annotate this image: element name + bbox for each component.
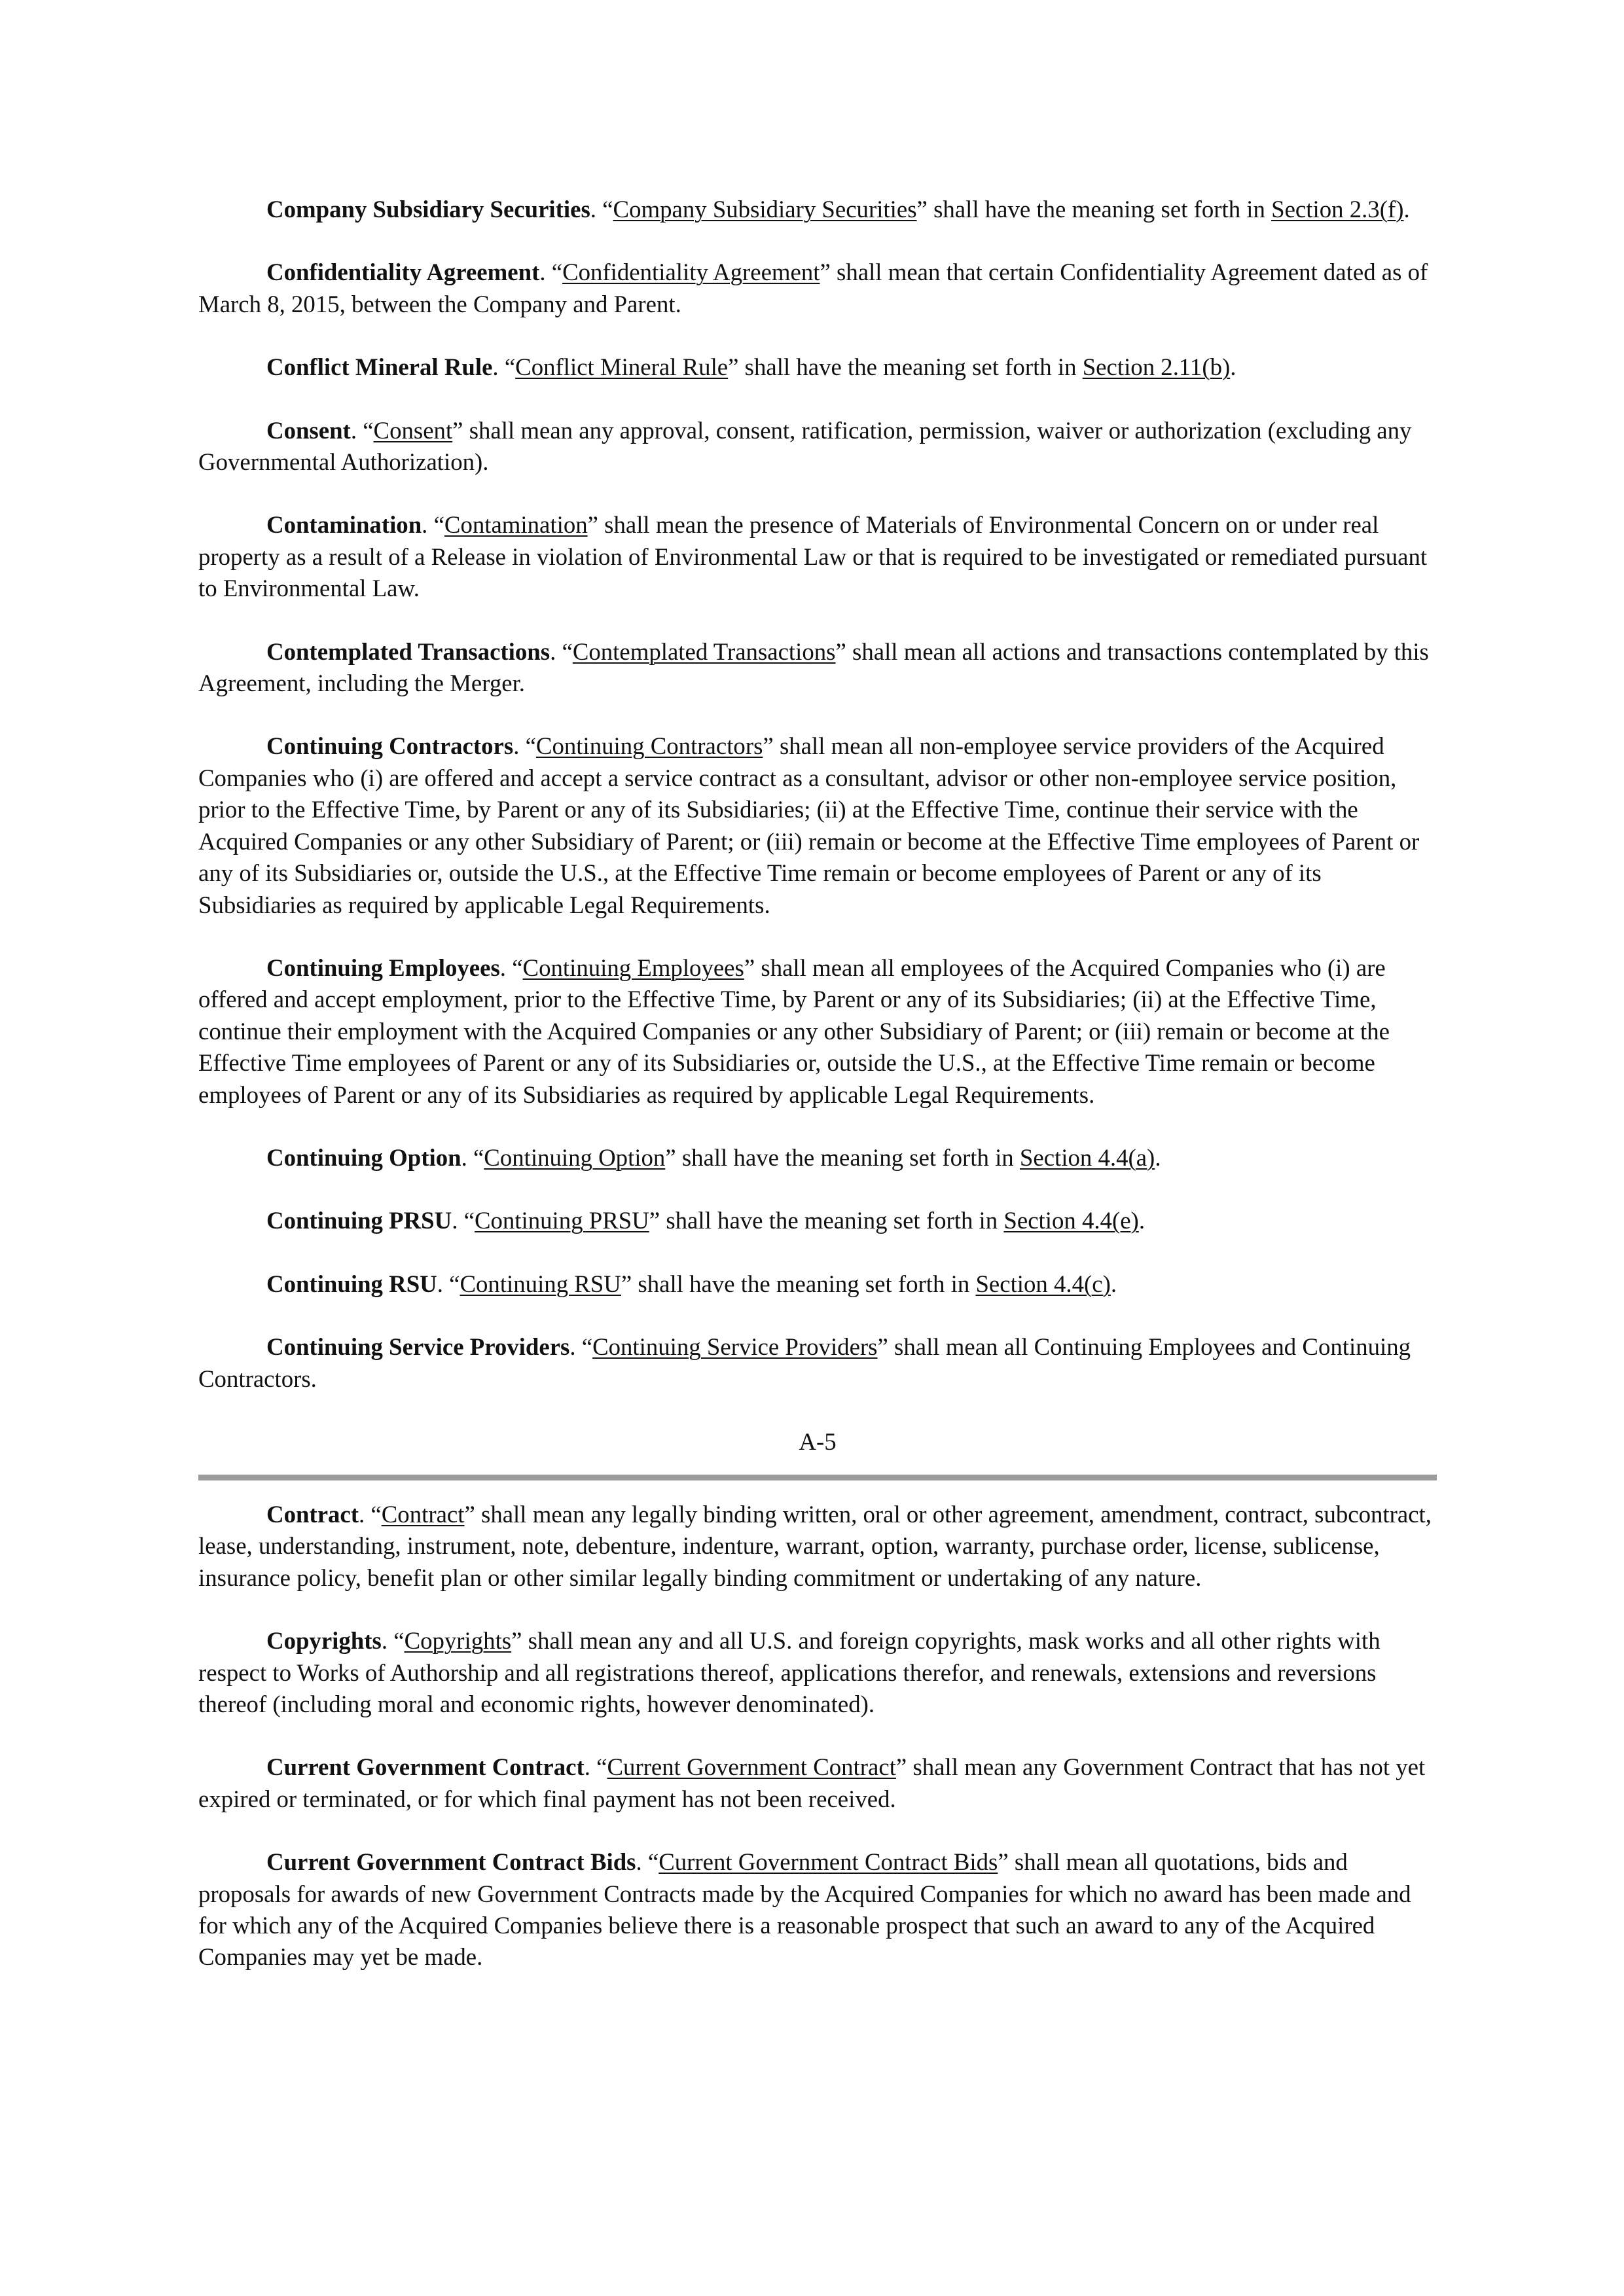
defined-term-reference: Continuing Employees	[522, 954, 744, 981]
defined-term-heading: Current Government Contract Bids	[266, 1848, 636, 1876]
defined-term-heading: Continuing PRSU	[266, 1207, 452, 1234]
section-reference: Section 4.4(c)	[975, 1270, 1111, 1297]
definition-contemplated-transactions	[198, 636, 1437, 700]
definition-text: .	[1110, 1270, 1117, 1297]
definition-current-government-contract-bids	[198, 1846, 1437, 1973]
definition-text: . “	[499, 954, 523, 981]
definition-text: .	[1403, 196, 1410, 223]
defined-term-heading: Contemplated Transactions	[266, 637, 550, 665]
definition-text: ” shall mean any Government Contract that has not yet expired or terminated, or for which final payment has not been received.	[198, 1753, 1426, 1812]
definition-continuing-service-providers	[198, 1331, 1437, 1395]
definition-contamination	[198, 509, 1437, 604]
defined-term-reference: Continuing Contractors	[535, 732, 763, 760]
definition-text: . “	[359, 1500, 382, 1528]
defined-term-reference: Current Government Contract	[607, 1753, 896, 1781]
section-reference: Section 2.3(f)	[1271, 196, 1404, 223]
section-reference: Section 4.4(a)	[1019, 1143, 1155, 1171]
definition-text: . “	[381, 1627, 405, 1655]
definition-text: . “	[550, 637, 573, 665]
definition-text: . “	[539, 259, 563, 286]
definition-text: ” shall have the meaning set forth in	[649, 1207, 1004, 1234]
definition-text: . “	[584, 1753, 607, 1781]
defined-term-heading: Continuing RSU	[266, 1270, 437, 1297]
definition-text: . “	[569, 1333, 593, 1361]
defined-term-reference: Contract	[381, 1500, 465, 1528]
defined-term-heading: Conflict Mineral Rule	[266, 353, 493, 381]
definition-continuing-option	[198, 1142, 1437, 1174]
defined-term-heading: Continuing Contractors	[266, 732, 514, 760]
defined-term-reference: Contemplated Transactions	[572, 637, 836, 665]
page-number: A-5	[799, 1427, 837, 1455]
defined-term-heading: Contamination	[266, 511, 422, 539]
definition-text: . “	[350, 416, 374, 444]
defined-term-heading: Contract	[266, 1500, 359, 1528]
definition-text: .	[1230, 353, 1236, 381]
defined-term-reference: Consent	[373, 416, 453, 444]
defined-term-reference: Conflict Mineral Rule	[515, 353, 729, 381]
defined-term-reference: Current Government Contract Bids	[659, 1848, 998, 1876]
defined-term-heading: Continuing Service Providers	[266, 1333, 570, 1361]
definition-continuing-employees	[198, 952, 1437, 1111]
definition-text: .	[1138, 1207, 1146, 1234]
definition-text: .	[1155, 1143, 1161, 1171]
defined-term-reference: Company Subsidiary Securities	[613, 196, 917, 223]
definition-text: ” shall mean all Continuing Employees and Continuing Contractors.	[198, 1333, 1411, 1392]
defined-term-heading: Copyrights	[266, 1627, 382, 1655]
defined-term-heading: Confidentiality Agreement	[266, 259, 540, 286]
definition-text: ” shall mean that certain Confidentiality Agreement dated as of March 8, 2015, between the Company and Parent.	[198, 259, 1428, 317]
defined-term-reference: Continuing PRSU	[474, 1207, 649, 1234]
definition-confidentiality-agreement	[198, 257, 1437, 320]
definition-text: . “	[513, 732, 536, 760]
definition-continuing-rsu	[198, 1268, 1437, 1300]
definition-text: ” shall mean all employees of the Acquired Companies who (i) are offered and accept employment, prior to the Effective Time, by Parent or any of its Subsidiaries; (ii) at the Effective Time, continue their employment with the Acquired Companies or any other Subsidiary of Parent; or (iii) remain or become at the Effective Time employees of Parent or any of its Subsidiaries or, outside the U.S., at the Effective Time remain or become employees of Parent or any of its Subsidiaries as required by applicable Legal Requirements.	[198, 954, 1390, 1108]
defined-term-reference: Copyrights	[404, 1627, 512, 1655]
document-page	[198, 194, 1437, 2005]
definition-text: . “	[422, 511, 444, 539]
defined-term-heading: Continuing Option	[266, 1143, 461, 1171]
definition-copyrights	[198, 1625, 1437, 1720]
definition-text: ” shall mean any legally binding written, oral or other agreement, amendment, contract, subcontract, lease, understanding, instrument, note, debenture, indenture, warrant, option, warranty, purchase order, license, sublicense, insurance policy, benefit plan or other similar legally binding commitment or undertaking of any nature.	[198, 1500, 1432, 1591]
definition-text: ” shall have the meaning set forth in	[916, 196, 1272, 223]
definition-text: . “	[461, 1143, 484, 1171]
definition-text: ” shall mean any and all U.S. and foreign copyrights, mask works and all other rights with respect to Works of Authorship and all registrations thereof, applications therefor, and renewals, extensions and reversions thereof (including moral and economic rights, however denominated).	[198, 1627, 1380, 1717]
definition-text: . “	[452, 1207, 475, 1234]
defined-term-heading: Company Subsidiary Securities	[266, 196, 590, 223]
definition-text: ” shall mean all quotations, bids and proposals for awards of new Government Contracts made by the Acquired Companies for which no award has been made and for which any of the Acquired Companies believe there is a reasonable prospect that such an award to any of the Acquired Companies may yet be made.	[198, 1848, 1411, 1971]
definition-text: ” shall have the meaning set forth in	[621, 1270, 976, 1297]
definition-text: ” shall mean any approval, consent, ratification, permission, waiver or authorization (excluding any Governmental Authorization).	[198, 416, 1412, 476]
definition-text: . “	[636, 1848, 659, 1876]
definition-company-subsidiary-securities	[198, 194, 1437, 225]
defined-term-heading: Consent	[266, 416, 351, 444]
definition-consent	[198, 415, 1437, 478]
definition-text: ” shall have the meaning set forth in	[728, 353, 1083, 381]
definition-text: . “	[590, 196, 613, 223]
definitions-list-bottom	[198, 1499, 1437, 1973]
defined-term-reference: Contamination	[444, 511, 588, 539]
definition-text: ” shall mean all non-employee service providers of the Acquired Companies who (i) are offered and accept a service contract as a consultant, advisor or other non-employee service position, prior to the Effective Time, by Parent or any of its Subsidiaries; (ii) at the Effective Time, continue their service with the Acquired Companies or any other Subsidiary of Parent; or (iii) remain or become at the Effective Time employees of Parent or any of its Subsidiaries or, outside the U.S., at the Effective Time remain or become employees of Parent or any of its Subsidiaries as required by applicable Legal Requirements.	[198, 732, 1420, 918]
definition-continuing-prsu	[198, 1205, 1437, 1236]
page-break-divider	[198, 1475, 1437, 1480]
defined-term-reference: Continuing Service Providers	[592, 1333, 878, 1361]
definition-text: . “	[437, 1270, 460, 1297]
defined-term-heading: Current Government Contract	[266, 1753, 585, 1781]
defined-term-reference: Confidentiality Agreement	[562, 259, 820, 286]
definition-current-government-contract	[198, 1751, 1437, 1815]
definition-contract	[198, 1499, 1437, 1594]
definition-text: ” shall have the meaning set forth in	[665, 1143, 1020, 1171]
defined-term-heading: Continuing Employees	[266, 954, 500, 981]
defined-term-reference: Continuing RSU	[460, 1270, 621, 1297]
defined-term-reference: Continuing Option	[484, 1143, 666, 1171]
definition-text: ” shall mean the presence of Materials of Environmental Concern on or under real property as a result of a Release in violation of Environmental Law or that is required to be investigated or remediated pursuant to Environmental Law.	[198, 511, 1428, 602]
definition-text: . “	[492, 353, 516, 381]
definition-conflict-mineral-rule	[198, 351, 1437, 383]
definition-continuing-contractors	[198, 730, 1437, 920]
section-reference: Section 4.4(e)	[1003, 1207, 1139, 1234]
section-reference: Section 2.11(b)	[1082, 353, 1231, 381]
definitions-list-top	[198, 194, 1437, 1395]
definition-text: ” shall mean all actions and transactions contemplated by this Agreement, including the Merger.	[198, 637, 1429, 697]
